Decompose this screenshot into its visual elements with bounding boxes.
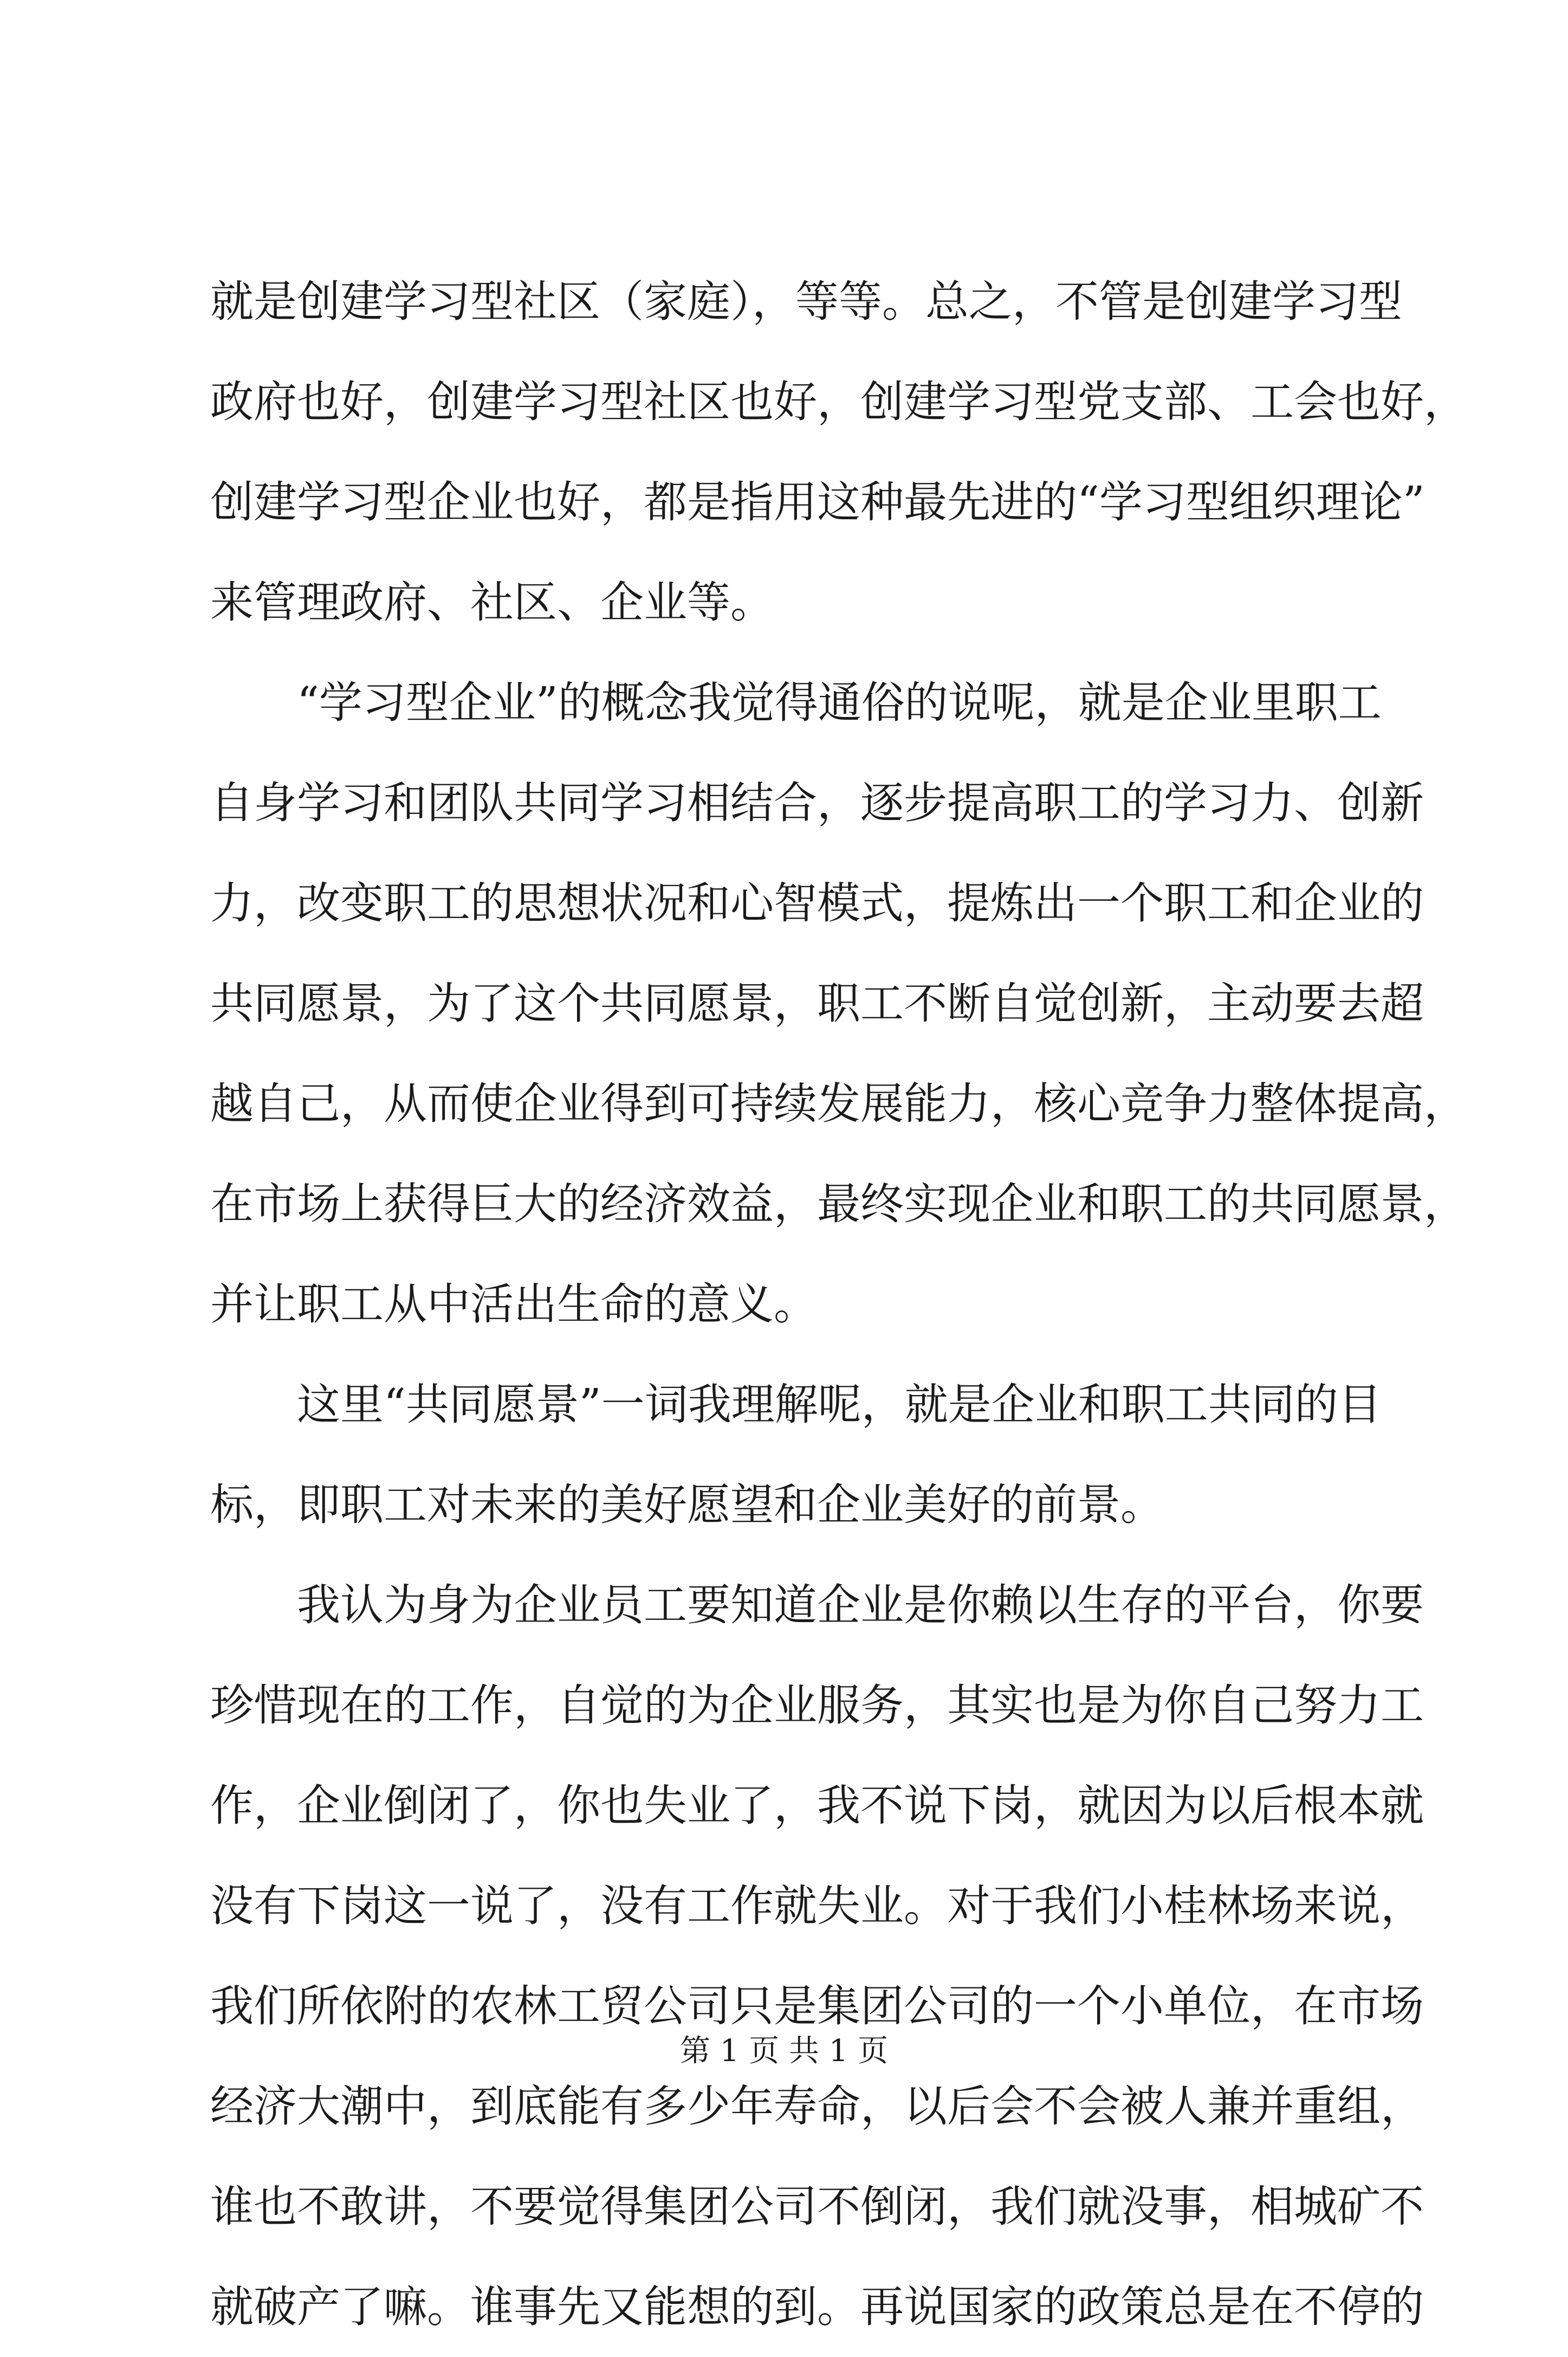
paragraph-first-line: 我认为身为企业员工要知道企业是你赖以生存的平台，你要 <box>297 1580 1424 1630</box>
text-line: 谁也不敢讲，不要觉得集团公司不倒闭，我们就没事，相城矿不 <box>210 2181 1424 2232</box>
text-line: 经济大潮中，到底能有多少年寿命，以后会不会被人兼并重组， <box>210 2081 1424 2132</box>
text-line: 来管理政府、社区、企业等。 <box>210 577 774 628</box>
text-line: 珍惜现在的工作，自觉的为企业服务，其实也是为你自己努力工 <box>210 1680 1424 1730</box>
text-line: 我们所依附的农林工贸公司只是集团公司的一个小单位，在市场 <box>210 1981 1424 2031</box>
text-line: 自身学习和团队共同学习相结合，逐步提高职工的学习力、创新 <box>210 778 1424 828</box>
text-line: 标，即职工对未来的美好愿望和企业美好的前景。 <box>210 1480 1164 1530</box>
paragraph-first-line: “学习型企业”的概念我觉得通俗的说呢，就是企业里职工 <box>297 677 1382 728</box>
text-line: 并让职工从中活出生命的意义。 <box>210 1279 817 1329</box>
text-line: 创建学习型企业也好，都是指用这种最先进的“学习型组织理论” <box>210 477 1425 527</box>
text-line: 政府也好，创建学习型社区也好，创建学习型党支部、工会也好， <box>210 377 1467 427</box>
text-line: 就破产了嘛。谁事先又能想的到。再说国家的政策总是在不停的 <box>210 2282 1424 2332</box>
page-footer: 第 1 页 共 1 页 <box>679 2033 889 2069</box>
text-line: 就是创建学习型社区（家庭），等等。总之，不管是创建学习型 <box>210 276 1402 327</box>
text-line: 在市场上获得巨大的经济效益，最终实现企业和职工的共同愿景， <box>210 1179 1467 1229</box>
text-line: 没有下岗这一说了，没有工作就失业。对于我们小桂林场来说， <box>210 1881 1424 1931</box>
text-line: 越自己，从而使企业得到可持续发展能力，核心竞争力整体提高， <box>210 1079 1467 1129</box>
text-line: 作，企业倒闭了，你也失业了，我不说下岗，就因为以后根本就 <box>210 1780 1424 1831</box>
text-line: 共同愿景，为了这个共同愿景，职工不断自觉创新，主动要去超 <box>210 978 1424 1029</box>
paragraph-first-line: 这里“共同愿景”一词我理解呢，就是企业和职工共同的目 <box>297 1379 1382 1430</box>
text-line: 力，改变职工的思想状况和心智模式，提炼出一个职工和企业的 <box>210 878 1424 928</box>
